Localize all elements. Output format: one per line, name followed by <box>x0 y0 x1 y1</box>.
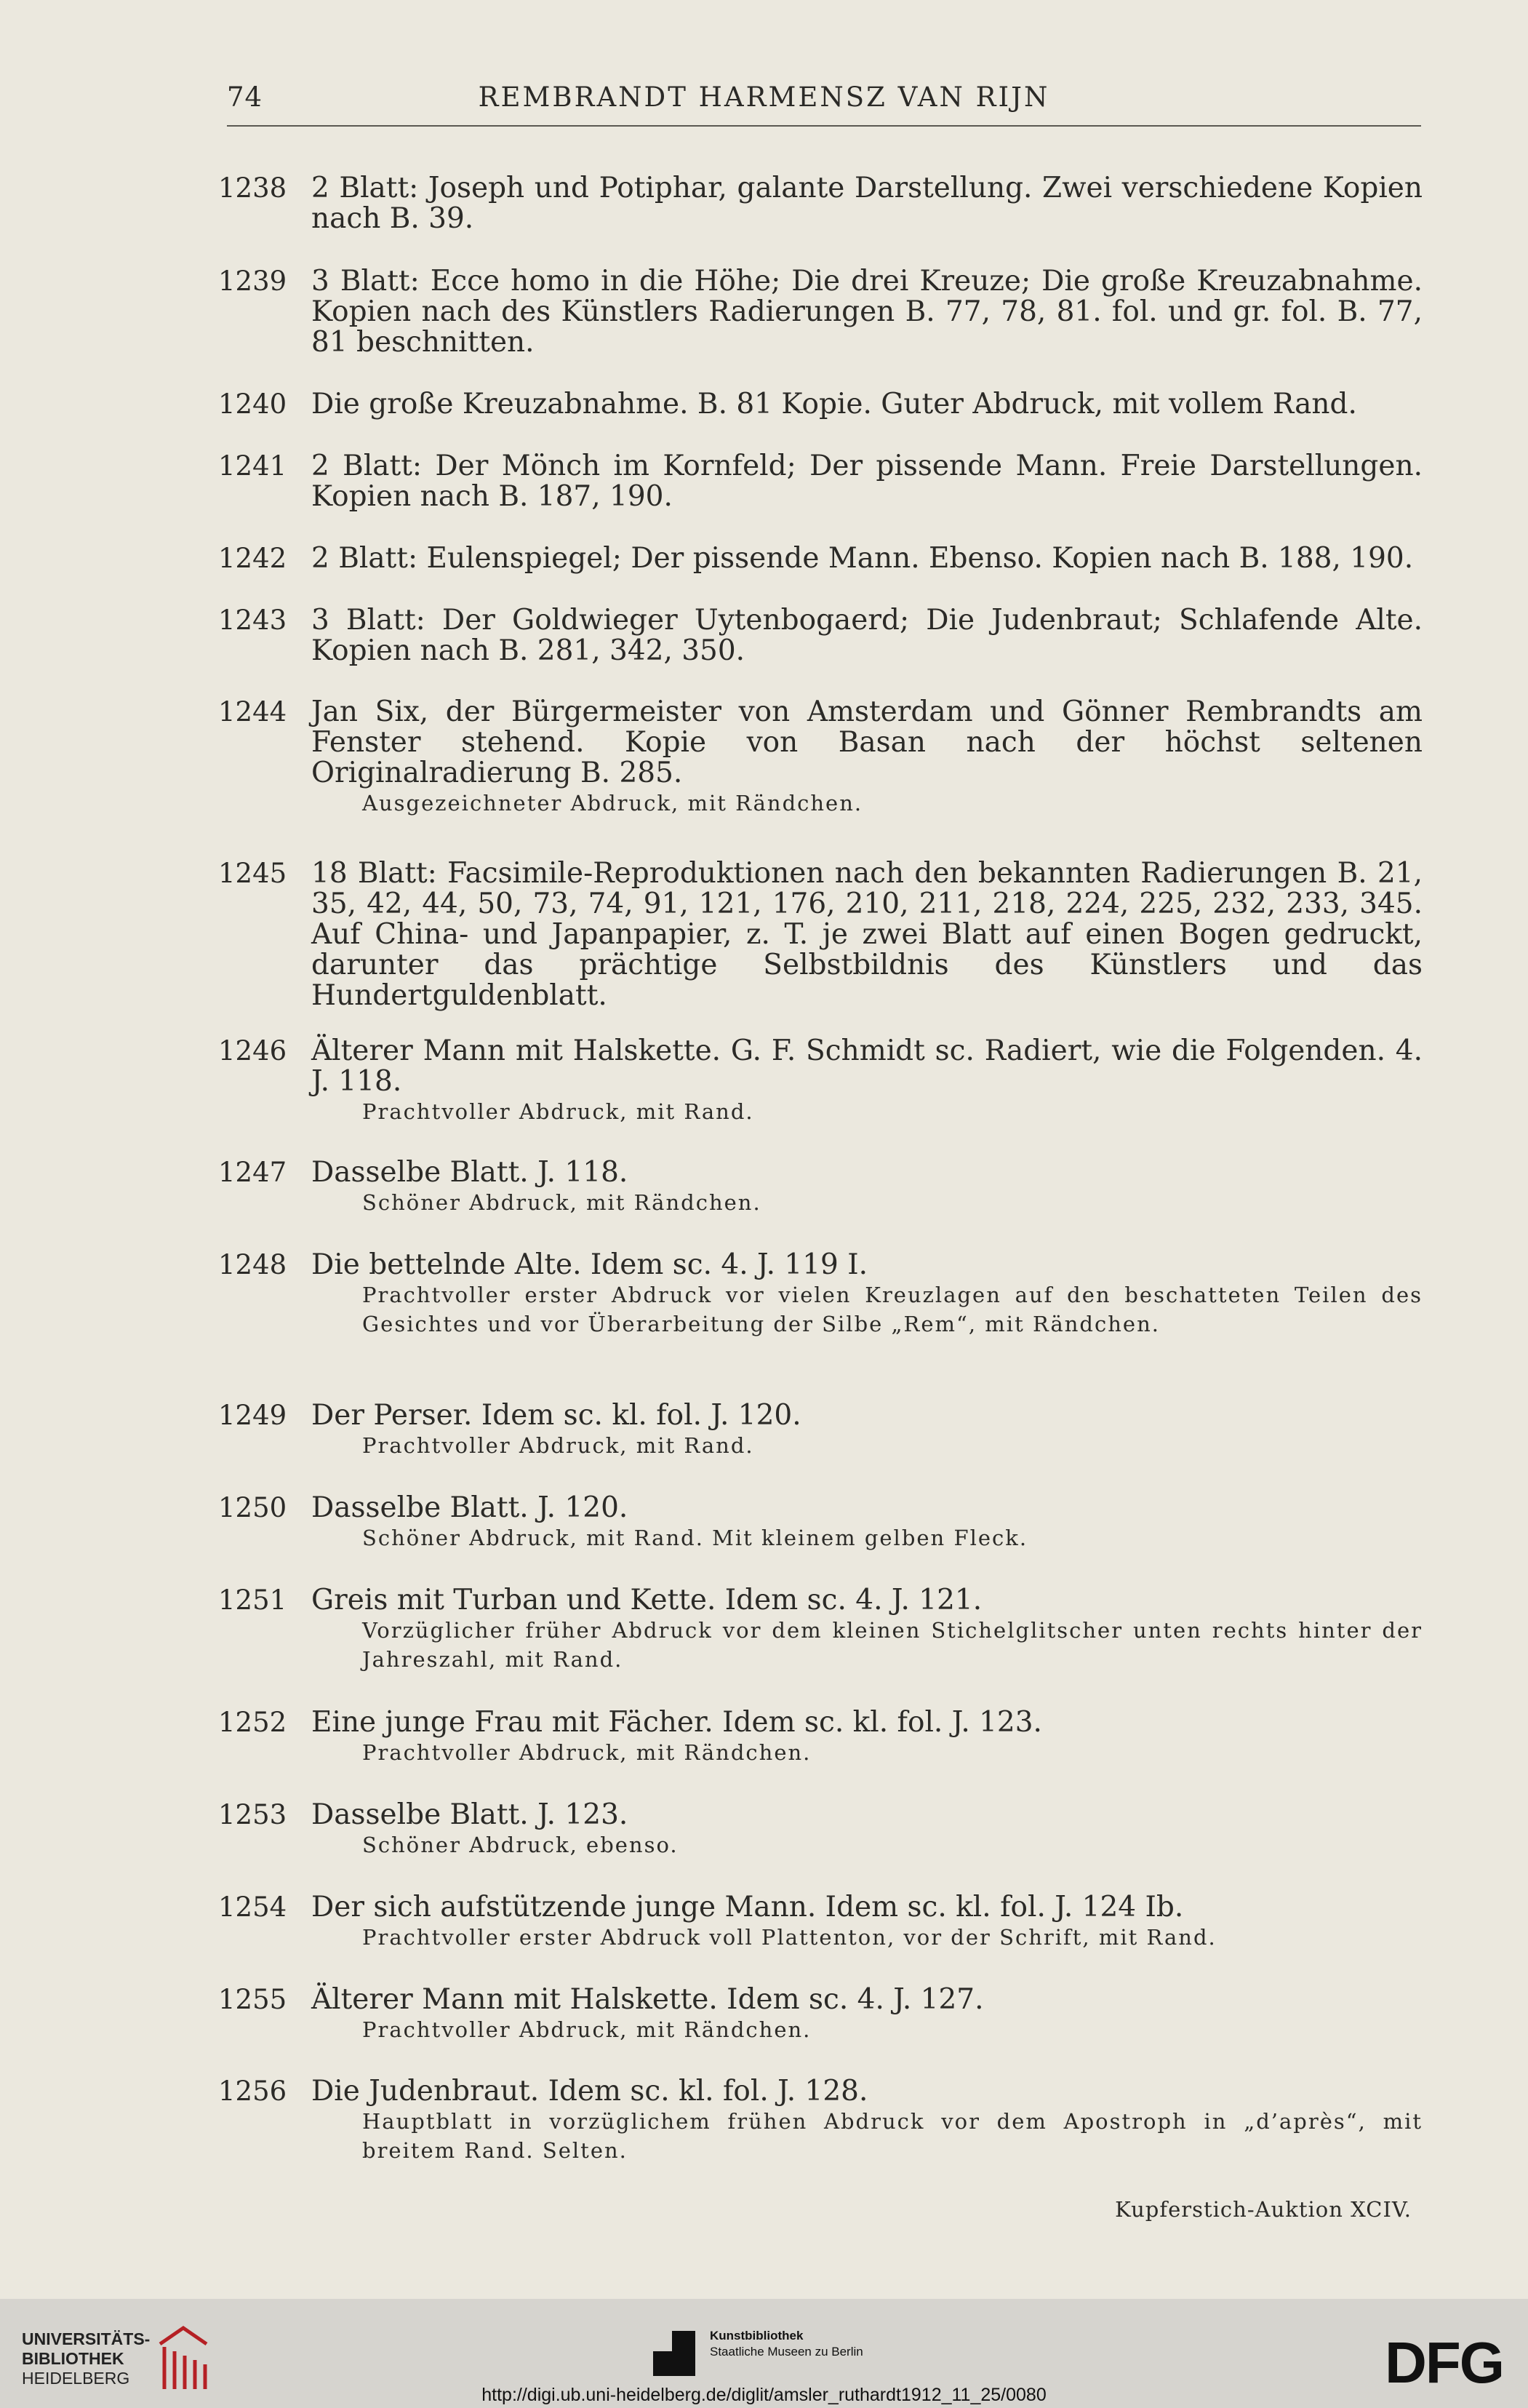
entry-text: Jan Six, der Bürgermeister von Amsterdam und Gönner Rembrandts am Fenster stehend. Kopie von Basan nach der höchst seltenen Originalradierung B. 285. <box>311 695 1423 789</box>
catalog-entry <box>218 1800 1423 1859</box>
entry-text: 3 Blatt: Ecce homo in die Höhe; Die drei Kreuze; Die große Kreuzabnahme. Kopien nach des Künstlers Radierungen B. 77, 78, 81. fol. und gr. fol. B. 77, 81 beschnitten. <box>311 265 1423 359</box>
catalog-entry <box>218 173 1423 234</box>
kb-line-2: Staatliche Museen zu Berlin <box>710 2345 863 2359</box>
kunstbibliothek-logo-icon <box>649 2328 700 2379</box>
entry-number: 1243 <box>218 605 287 636</box>
catalog-entry <box>218 451 1423 512</box>
entry-text: 2 Blatt: Joseph und Potiphar, galante Darstellung. Zwei verschiedene Kopien nach B. 39. <box>311 172 1423 235</box>
entry-text: Die Judenbraut. Idem sc. kl. fol. J. 128. <box>311 2075 868 2108</box>
entry-note: Ausgezeichneter Abdruck, mit Rändchen. <box>362 791 863 816</box>
entry-number: 1245 <box>218 858 287 889</box>
entry-number: 1256 <box>218 2076 287 2107</box>
entry-note: Prachtvoller Abdruck, mit Rändchen. <box>362 1740 812 1765</box>
entry-number: 1252 <box>218 1707 287 1738</box>
entry-note: Schöner Abdruck, ebenso. <box>362 1833 679 1857</box>
catalog-entry <box>218 1892 1423 1952</box>
entry-number: 1251 <box>218 1584 287 1616</box>
entry-number: 1250 <box>218 1492 287 1523</box>
catalog-footer: Kupferstich-Auktion XCIV. <box>1115 2197 1412 2222</box>
kb-line-1: Kunstbibliothek <box>710 2329 804 2343</box>
kunstbibliothek-text <box>710 2328 863 2360</box>
entry-text: Dasselbe Blatt. J. 118. <box>311 1156 628 1189</box>
entry-note: Prachtvoller Abdruck, mit Rand. <box>362 1099 754 1124</box>
entry-number: 1254 <box>218 1891 287 1923</box>
entry-note: Hauptblatt in vorzüglichem frühen Abdruck vor dem Apostroph in „d’après“, mit breitem Rand. Selten. <box>362 2109 1423 2163</box>
entry-text: 2 Blatt: Eulenspiegel; Der pissende Mann. Ebenso. Kopien nach B. 188, 190. <box>311 542 1414 575</box>
catalog-entry <box>218 543 1423 574</box>
permalink-url[interactable]: http://digi.ub.uni-heidelberg.de/diglit/amsler_ruthardt1912_11_25/0080 <box>481 2385 1047 2405</box>
entry-text: Die bettelnde Alte. Idem sc. 4. J. 119 I. <box>311 1248 868 1281</box>
entry-note: Schöner Abdruck, mit Rändchen. <box>362 1190 761 1215</box>
entry-text: 18 Blatt: Facsimile-Reproduktionen nach den bekannten Radierungen B. 21, 35, 42, 44, 50, 73, 74, 91, 121, 176, 210, 211, 218, 224, 225, 232, 233, 345. Auf China- und Japanpapier, z. T. je zwei Blatt auf einen Bogen gedruckt, darunter das prächtige Selbstbildnis des Künstlers und das Hundertguldenblatt. <box>311 857 1423 1012</box>
entry-number: 1253 <box>218 1799 287 1830</box>
catalog-entry <box>218 697 1423 818</box>
dfg-logo: DFG <box>1385 2330 1503 2395</box>
ub-heidelberg-logo-text <box>22 2329 150 2388</box>
catalog-entry <box>218 1493 1423 1552</box>
entry-text: Dasselbe Blatt. J. 123. <box>311 1798 628 1831</box>
ub-line-3: HEIDELBERG <box>22 2369 130 2388</box>
entry-note: Schöner Abdruck, mit Rand. Mit kleinem gelben Fleck. <box>362 1526 1028 1550</box>
entry-text: 3 Blatt: Der Goldwieger Uytenbogaerd; Die Judenbraut; Schlafende Alte. Kopien nach B. 281, 342, 350. <box>311 604 1423 667</box>
catalog-entry <box>218 389 1423 420</box>
catalog-entry <box>218 1985 1423 2044</box>
entry-number: 1248 <box>218 1249 287 1280</box>
entry-number: 1240 <box>218 388 287 420</box>
running-title: REMBRANDT HARMENSZ VAN RIJN <box>478 81 1050 113</box>
catalog-entry <box>218 1400 1423 1460</box>
entry-number: 1246 <box>218 1035 287 1067</box>
entry-text: 2 Blatt: Der Mönch im Kornfeld; Der pissende Mann. Freie Darstellungen. Kopien nach B. 187, 190. <box>311 450 1423 513</box>
entry-text: Der sich aufstützende junge Mann. Idem sc. kl. fol. J. 124 Ib. <box>311 1891 1184 1923</box>
page-number: 74 <box>227 81 263 113</box>
entry-note: Prachtvoller Abdruck, mit Rändchen. <box>362 2017 812 2042</box>
entry-note: Vorzüglicher früher Abdruck vor dem kleinen Stichelglitscher unten rechts hinter der Jahreszahl, mit Rand. <box>362 1618 1423 1672</box>
ub-heidelberg-logo-icon <box>154 2322 212 2395</box>
entry-number: 1247 <box>218 1157 287 1188</box>
entry-text: Greis mit Turban und Kette. Idem sc. 4. J. 121. <box>311 1584 983 1616</box>
digitization-footer <box>0 2299 1528 2408</box>
entry-note: Prachtvoller Abdruck, mit Rand. <box>362 1433 754 1458</box>
entry-text: Älterer Mann mit Halskette. G. F. Schmidt sc. Radiert, wie die Folgenden. 4. J. 118. <box>311 1034 1423 1098</box>
entry-text: Eine junge Frau mit Fächer. Idem sc. kl. fol. J. 123. <box>311 1706 1042 1739</box>
entry-number: 1255 <box>218 1984 287 2015</box>
entry-text: Dasselbe Blatt. J. 120. <box>311 1491 628 1524</box>
entry-note: Prachtvoller erster Abdruck vor vielen Kreuzlagen auf den beschatteten Teilen des Gesichtes und vor Überarbeitung der Silbe „Rem“, mit Rändchen. <box>362 1283 1423 1336</box>
catalog-entry <box>218 1036 1423 1126</box>
catalog-entry <box>218 266 1423 358</box>
catalog-entry <box>218 1157 1423 1217</box>
catalog-entry <box>218 1250 1423 1339</box>
entry-text: Älterer Mann mit Halskette. Idem sc. 4. J. 127. <box>311 1983 984 2016</box>
catalog-entry <box>218 1707 1423 1767</box>
entry-number: 1249 <box>218 1400 287 1431</box>
entry-text: Der Perser. Idem sc. kl. fol. J. 120. <box>311 1399 801 1432</box>
entry-number: 1242 <box>218 543 287 574</box>
entry-note: Prachtvoller erster Abdruck voll Plattenton, vor der Schrift, mit Rand. <box>362 1925 1217 1950</box>
ub-line-2: BIBLIOTHEK <box>22 2349 124 2368</box>
entry-number: 1241 <box>218 450 287 482</box>
ub-line-1: UNIVERSITÄTS- <box>22 2329 151 2348</box>
entry-number: 1244 <box>218 696 287 727</box>
catalog-entry <box>218 1585 1423 1674</box>
catalog-entry <box>218 858 1423 1011</box>
catalog-entry <box>218 2076 1423 2165</box>
entry-text: Die große Kreuzabnahme. B. 81 Kopie. Guter Abdruck, mit vollem Rand. <box>311 388 1357 420</box>
entry-number: 1239 <box>218 266 287 297</box>
entry-number: 1238 <box>218 172 287 204</box>
catalog-entry <box>218 605 1423 666</box>
